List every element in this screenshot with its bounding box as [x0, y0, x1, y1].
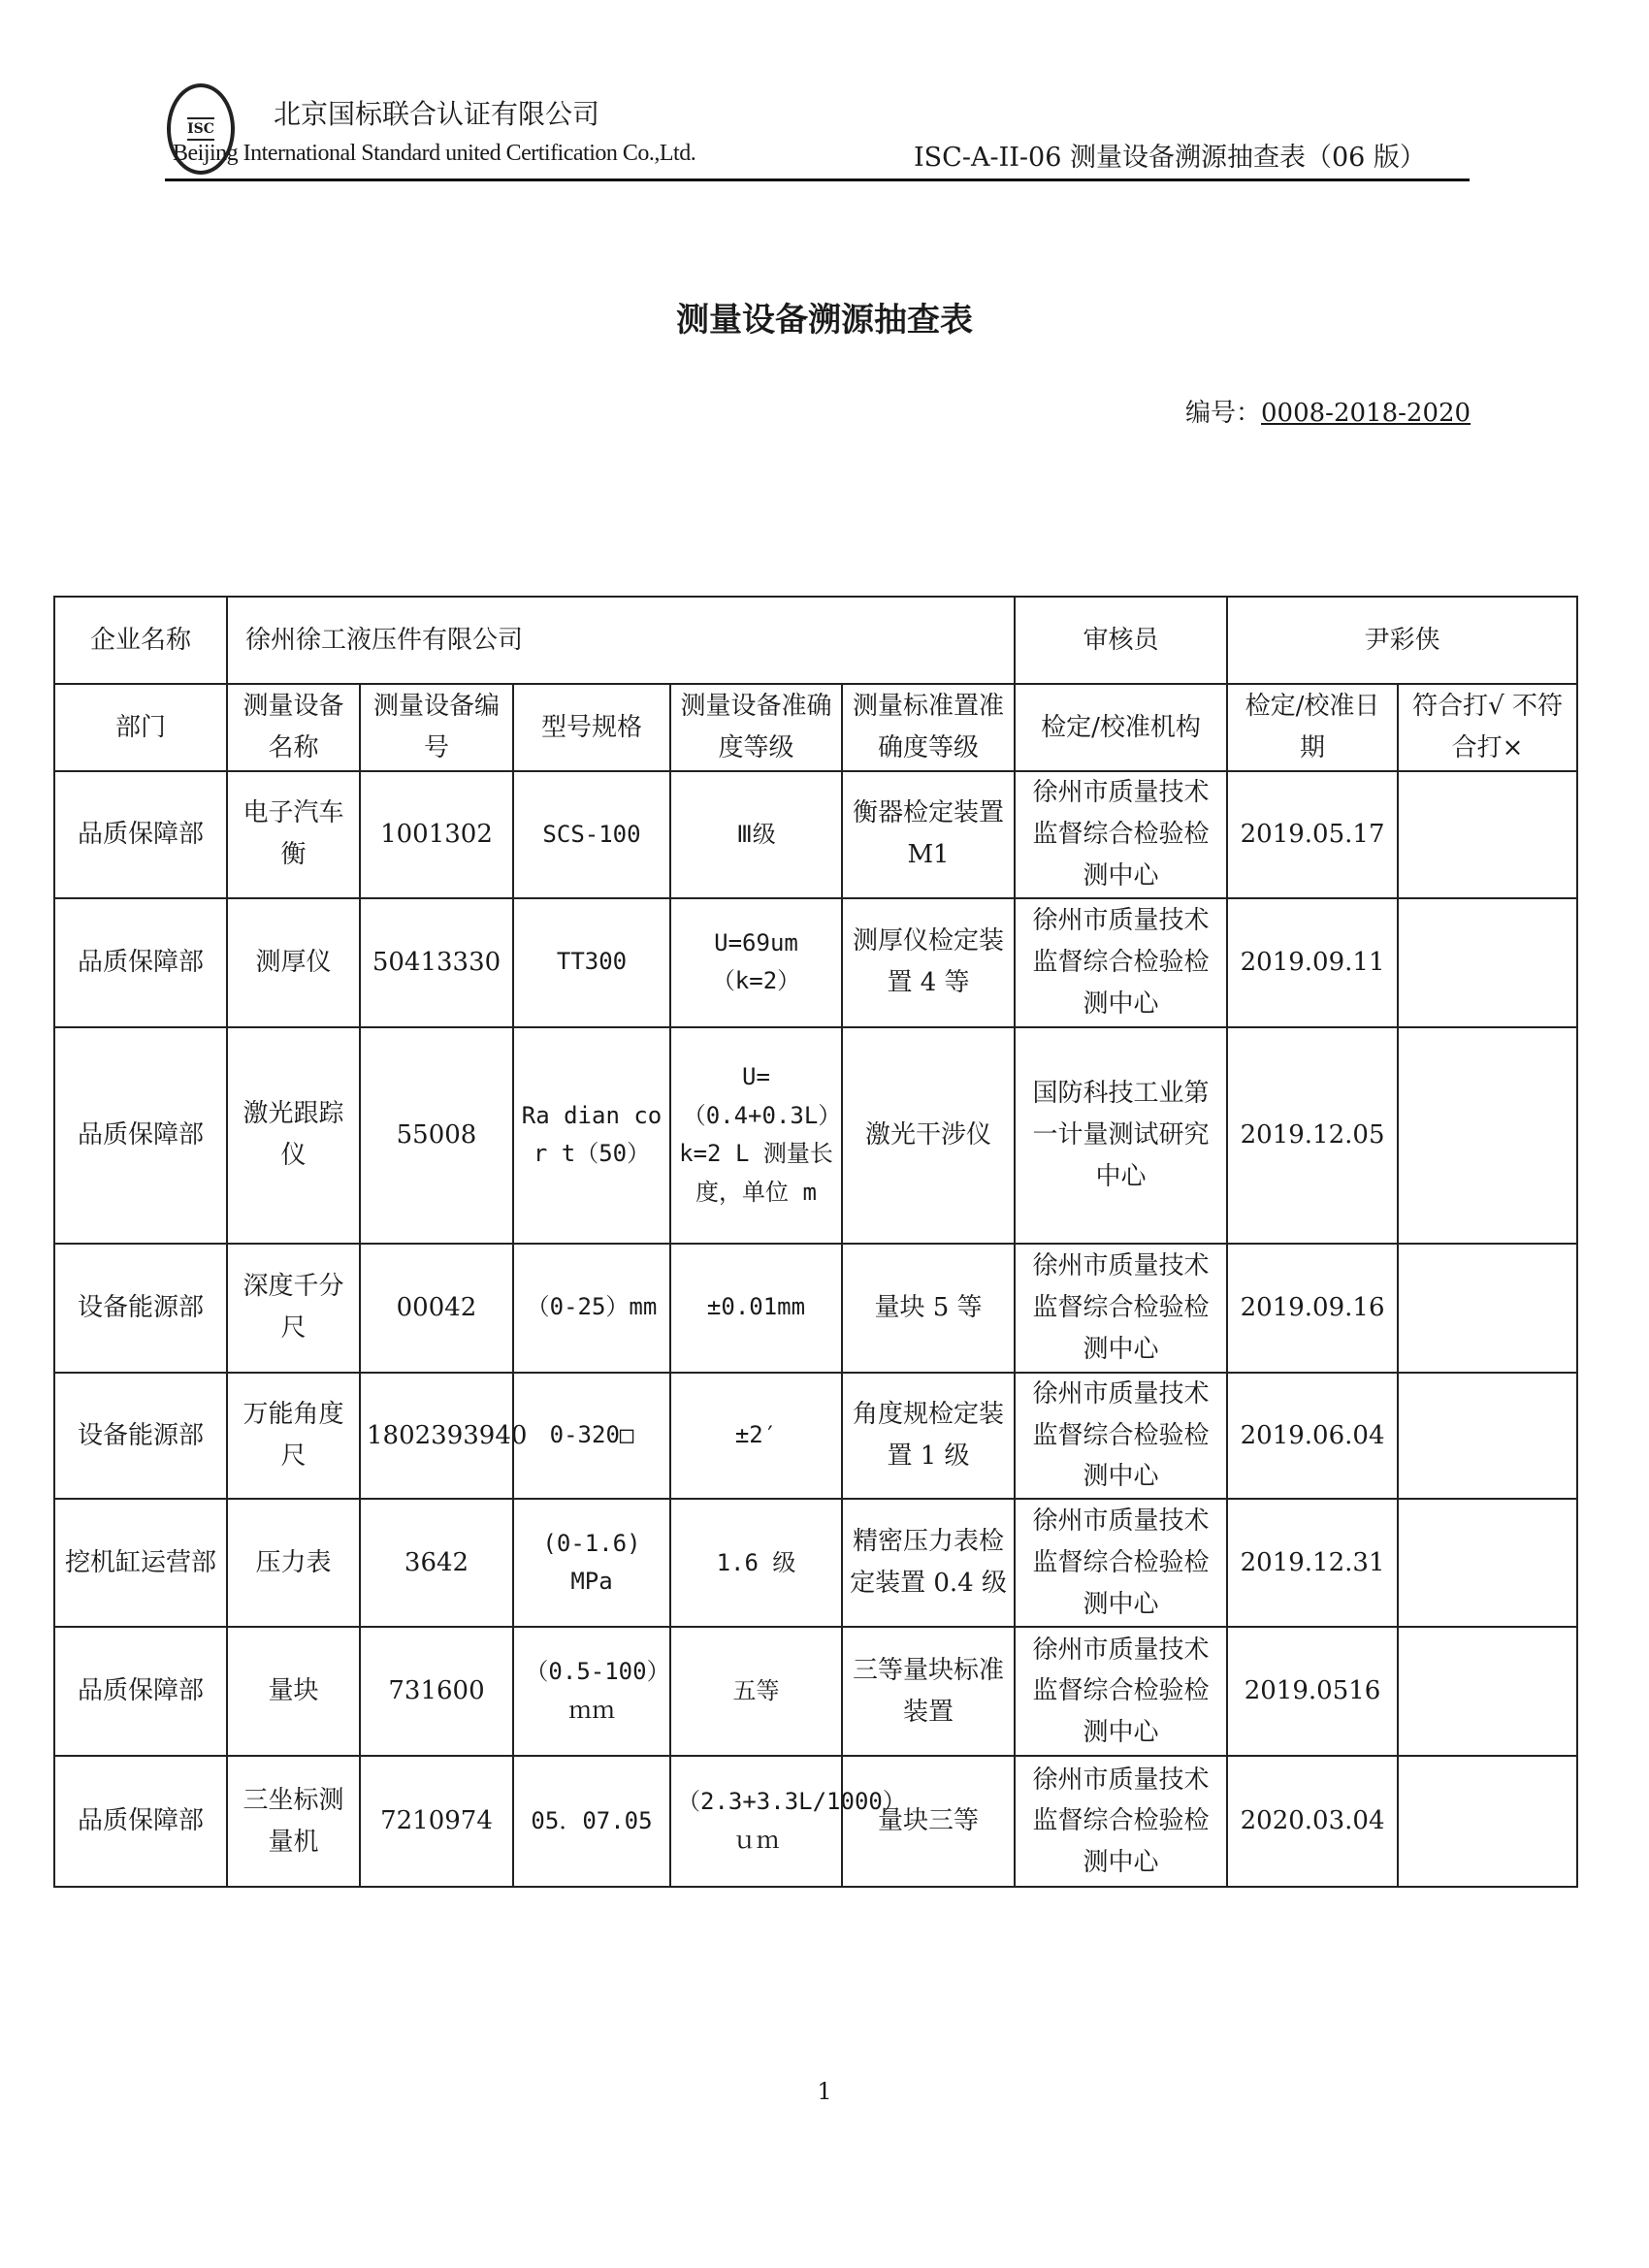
cell-name: 万能角度尺: [227, 1373, 360, 1500]
table-row: [54, 1756, 1577, 1887]
cell-no: 1001302: [360, 771, 513, 898]
cell-org: 徐州市质量技术监督综合检验检测中心: [1015, 771, 1227, 898]
page-number: 1: [817, 2078, 832, 2105]
cell-dept: 品质保障部: [54, 1027, 227, 1244]
header-row: [54, 684, 1577, 771]
cell-std: 精密压力表检定装置 0.4 级: [842, 1499, 1015, 1627]
cell-date: 2019.06.04: [1227, 1373, 1398, 1500]
cell-date: 2019.0516: [1227, 1627, 1398, 1756]
page-title: 测量设备溯源抽查表: [676, 301, 973, 340]
company-name-en: Beijing International Standard united Certification Co.,Ltd.: [173, 141, 696, 166]
column-header: 检定/校准日期: [1227, 684, 1398, 771]
cell-name: 激光跟踪仪: [227, 1027, 360, 1244]
cell-std: 衡器检定装置 M1: [842, 771, 1015, 898]
cell-model: 05．07.05: [513, 1756, 670, 1887]
doc-number: 编号：0008-2018-2020: [1185, 399, 1471, 428]
cell-ok: [1398, 1756, 1577, 1887]
column-header: 符合打√ 不符合打×: [1398, 684, 1577, 771]
cell-dept: 品质保障部: [54, 1756, 227, 1887]
table-row: [54, 898, 1577, 1027]
column-header: 型号规格: [513, 684, 670, 771]
column-header: 部门: [54, 684, 227, 771]
cell-name: 测厚仪: [227, 898, 360, 1027]
cell-name: 压力表: [227, 1499, 360, 1627]
cell-no: 731600: [360, 1627, 513, 1756]
header-divider: [165, 178, 1470, 181]
cell-org: 徐州市质量技术监督综合检验检测中心: [1015, 1627, 1227, 1756]
cell-acc: U=69um（k=2）: [670, 898, 842, 1027]
cell-model: (0-1.6) MPa: [513, 1499, 670, 1627]
auditor-label: 审核员: [1015, 597, 1227, 684]
cell-no: 50413330: [360, 898, 513, 1027]
cell-org: 徐州市质量技术监督综合检验检测中心: [1015, 1244, 1227, 1373]
cell-acc: Ⅲ级: [670, 771, 842, 898]
cell-dept: 品质保障部: [54, 1627, 227, 1756]
cell-no: 1802393940: [360, 1373, 513, 1500]
cell-name: 量块: [227, 1627, 360, 1756]
equipment-table: [53, 596, 1578, 1888]
cell-org: 徐州市质量技术监督综合检验检测中心: [1015, 1499, 1227, 1627]
info-row: [54, 597, 1577, 684]
cell-date: 2019.12.05: [1227, 1027, 1398, 1244]
cell-std: 三等量块标准装置: [842, 1627, 1015, 1756]
isc-logo: ISC: [167, 83, 235, 175]
cell-acc: （2.3+3.3L/1000）ｕｍ: [670, 1756, 842, 1887]
cell-org: 国防科技工业第一计量测试研究中心: [1015, 1027, 1227, 1244]
cell-ok: [1398, 1627, 1577, 1756]
cell-org: 徐州市质量技术监督综合检验检测中心: [1015, 1756, 1227, 1887]
cell-date: 2019.09.16: [1227, 1244, 1398, 1373]
cell-acc: 1.6 级: [670, 1499, 842, 1627]
cell-name: 三坐标测量机: [227, 1756, 360, 1887]
cell-model: 0-320□: [513, 1373, 670, 1500]
column-header: 检定/校准机构: [1015, 684, 1227, 771]
table-row: [54, 771, 1577, 898]
cell-std: 量块 5 等: [842, 1244, 1015, 1373]
cell-std: 角度规检定装置 1 级: [842, 1373, 1015, 1500]
cell-ok: [1398, 1499, 1577, 1627]
column-header: 测量设备名称: [227, 684, 360, 771]
cell-ok: [1398, 898, 1577, 1027]
cell-dept: 品质保障部: [54, 898, 227, 1027]
cell-acc: ±0.01mm: [670, 1244, 842, 1373]
cell-no: 00042: [360, 1244, 513, 1373]
cell-date: 2019.05.17: [1227, 771, 1398, 898]
company-label: 企业名称: [54, 597, 227, 684]
table-row: [54, 1027, 1577, 1244]
cell-ok: [1398, 771, 1577, 898]
cell-model: （0-25）mm: [513, 1244, 670, 1373]
cell-ok: [1398, 1244, 1577, 1373]
table-row: [54, 1244, 1577, 1373]
column-header: 测量设备准确度等级: [670, 684, 842, 771]
cell-ok: [1398, 1027, 1577, 1244]
cell-date: 2019.09.11: [1227, 898, 1398, 1027]
column-header: 测量设备编号: [360, 684, 513, 771]
cell-no: 7210974: [360, 1756, 513, 1887]
cell-std: 激光干涉仪: [842, 1027, 1015, 1244]
cell-org: 徐州市质量技术监督综合检验检测中心: [1015, 1373, 1227, 1500]
table-row: [54, 1499, 1577, 1627]
cell-acc: U=（0.4+0.3L）k=2 L 测量长度，单位 m: [670, 1027, 842, 1244]
cell-dept: 挖机缸运营部: [54, 1499, 227, 1627]
cell-model: （0.5-100）ｍｍ: [513, 1627, 670, 1756]
cell-acc: 五等: [670, 1627, 842, 1756]
cell-dept: 品质保障部: [54, 771, 227, 898]
cell-no: 3642: [360, 1499, 513, 1627]
table-row: [54, 1627, 1577, 1756]
company-value: 徐州徐工液压件有限公司: [227, 597, 1015, 684]
cell-no: 55008: [360, 1027, 513, 1244]
form-code: ISC-A-II-06 测量设备溯源抽查表（06 版）: [914, 143, 1426, 173]
cell-date: 2020.03.04: [1227, 1756, 1398, 1887]
company-name-cn: 北京国标联合认证有限公司: [274, 98, 600, 130]
cell-std: 量块三等: [842, 1756, 1015, 1887]
cell-dept: 设备能源部: [54, 1244, 227, 1373]
auditor-value: 尹彩侠: [1227, 597, 1577, 684]
cell-ok: [1398, 1373, 1577, 1500]
cell-name: 电子汽车衡: [227, 771, 360, 898]
cell-acc: ±2′: [670, 1373, 842, 1500]
cell-org: 徐州市质量技术监督综合检验检测中心: [1015, 898, 1227, 1027]
column-header: 测量标准置准确度等级: [842, 684, 1015, 771]
cell-std: 测厚仪检定装置 4 等: [842, 898, 1015, 1027]
cell-model: TT300: [513, 898, 670, 1027]
cell-name: 深度千分尺: [227, 1244, 360, 1373]
table-row: [54, 1373, 1577, 1500]
cell-dept: 设备能源部: [54, 1373, 227, 1500]
cell-model: Ra dian co r t（50）: [513, 1027, 670, 1244]
cell-date: 2019.12.31: [1227, 1499, 1398, 1627]
cell-model: SCS-100: [513, 771, 670, 898]
